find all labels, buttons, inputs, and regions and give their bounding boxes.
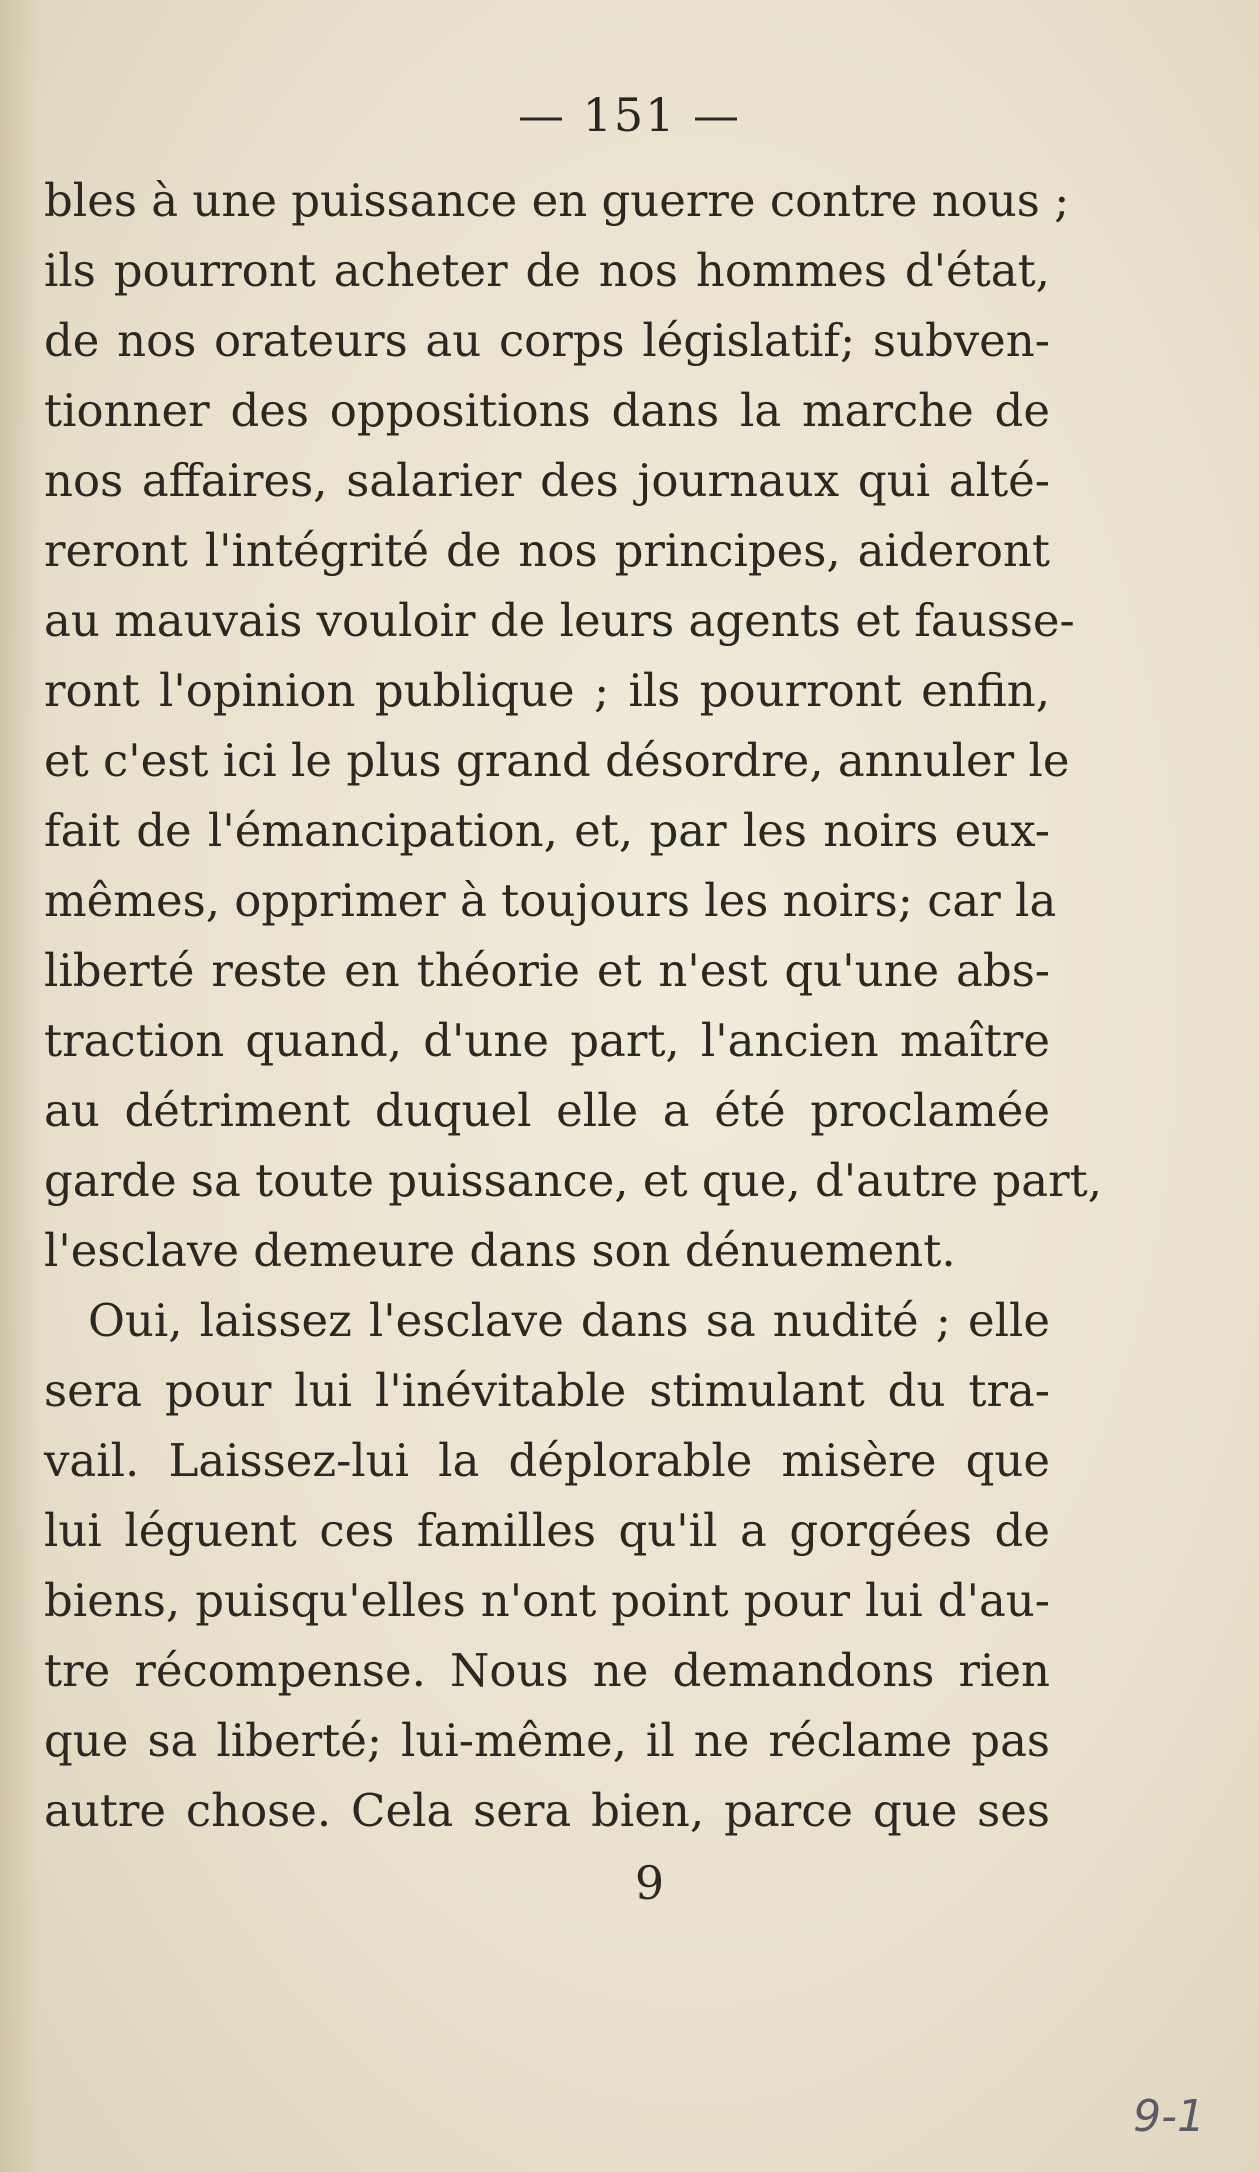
handwritten-folio-note: 9-1 <box>1133 2091 1205 2142</box>
text-line: nos affaires, salarier des journaux qui alté- <box>44 454 1050 507</box>
text-line: liberté reste en théorie et n'est qu'une abs- <box>44 944 1050 997</box>
body-text <box>44 166 1103 1846</box>
text-line: garde sa toute puissance, et que, d'autre part, <box>44 1154 1103 1207</box>
text-line: tre récompense. Nous ne demandons rien <box>44 1644 1050 1697</box>
text-line: que sa liberté; lui-même, il ne réclame pas <box>44 1714 1050 1767</box>
text-line: au mauvais vouloir de leurs agents et fausse- <box>44 594 1075 647</box>
text-line: de nos orateurs au corps législatif; subven- <box>44 314 1050 367</box>
text-line: bles à une puissance en guerre contre nous ; <box>44 174 1070 227</box>
text-line: autre chose. Cela sera bien, parce que ses <box>44 1784 1050 1837</box>
signature-mark: 9 <box>634 1856 665 1910</box>
text-line: et c'est ici le plus grand désordre, annuler le <box>44 734 1070 787</box>
page-number-header: — 151 — <box>517 88 742 142</box>
text-line: Oui, laissez l'esclave dans sa nudité ; elle <box>88 1294 1050 1347</box>
text-line: sera pour lui l'inévitable stimulant du tra- <box>44 1364 1050 1417</box>
text-line: biens, puisqu'elles n'ont point pour lui d'au- <box>44 1574 1050 1627</box>
text-line: au détriment duquel elle a été proclamée <box>44 1084 1050 1137</box>
text-line: ils pourront acheter de nos hommes d'état, <box>44 244 1050 297</box>
text-line: traction quand, d'une part, l'ancien maître <box>44 1014 1050 1067</box>
page-gutter-shadow <box>0 0 40 2172</box>
text-line: lui léguent ces familles qu'il a gorgées de <box>44 1504 1050 1557</box>
text-line: mêmes, opprimer à toujours les noirs; car la <box>44 874 1057 927</box>
text-line: l'esclave demeure dans son dénuement. <box>44 1224 956 1277</box>
text-line: fait de l'émancipation, et, par les noirs eux- <box>44 804 1050 857</box>
text-line: vail. Laissez-lui la déplorable misère que <box>44 1434 1050 1487</box>
text-line: ront l'opinion publique ; ils pourront enfin, <box>44 664 1050 717</box>
text-line: tionner des oppositions dans la marche de <box>44 384 1050 437</box>
text-line: reront l'intégrité de nos principes, aideront <box>44 524 1050 577</box>
